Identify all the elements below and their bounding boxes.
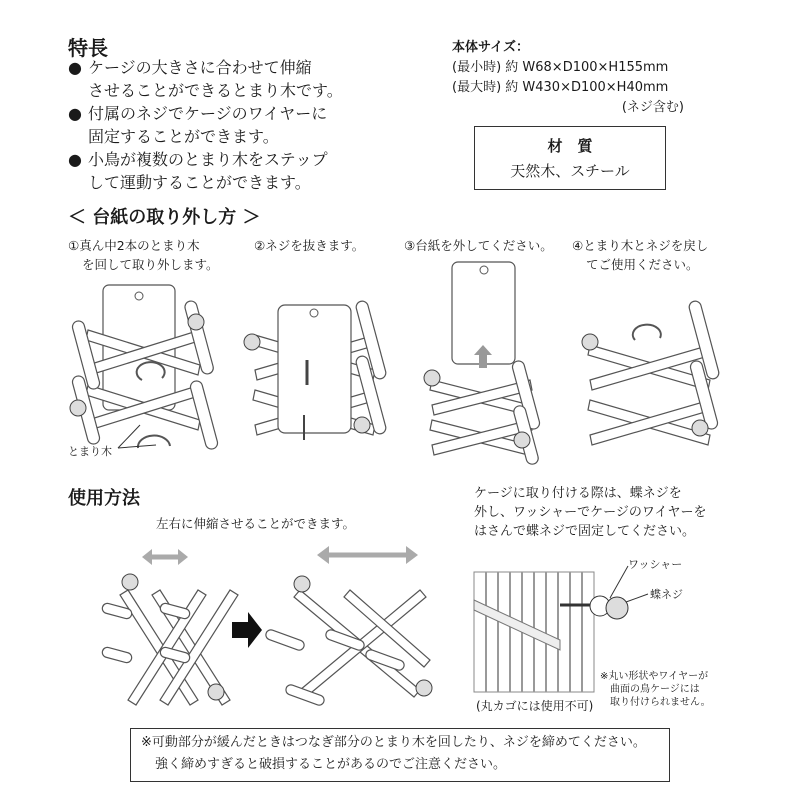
wing-nut-icon	[692, 420, 708, 436]
feature-text: ケージの大きさに合わせて伸縮	[88, 58, 312, 77]
wing-nut-icon	[416, 680, 432, 696]
wing-nut-icon	[70, 400, 86, 416]
usage-title: 使用方法	[68, 488, 140, 509]
feature-text: して運動することができます。	[88, 173, 311, 192]
right-arrow-icon	[232, 612, 262, 648]
wing-nut-icon	[582, 334, 598, 350]
step-text: ②ネジを抜きます。	[254, 238, 365, 253]
washer-label: ワッシャー	[628, 558, 683, 571]
bullet-icon: ●	[68, 104, 82, 123]
warn-text: 曲面の鳥ケージには	[610, 684, 700, 695]
leader-line	[610, 566, 628, 598]
rotate-arrow-icon	[633, 325, 661, 340]
step-1-illustration	[70, 285, 219, 450]
wing-nut-icon	[188, 314, 204, 330]
step-text: を回して取り外します。	[82, 257, 219, 272]
usage-extended-illustration	[264, 546, 432, 707]
attach-text: 外し、ワッシャーでケージのワイヤーを	[474, 505, 707, 520]
wing-nut-icon	[354, 417, 370, 433]
hole-icon	[480, 266, 488, 274]
spec-max: (最大時) 約 W430×D100×H40mm	[452, 80, 669, 95]
warn-text: ※丸い形状やワイヤーが	[600, 671, 709, 682]
wing-nut-icon	[606, 597, 628, 619]
bullet-icon: ●	[68, 150, 82, 169]
warn-text: 取り付けられません。	[610, 697, 711, 708]
bullet-icon: ●	[68, 58, 82, 77]
notice-line-2: 強く締めすぎると破損することがあるのでご注意ください。	[155, 757, 507, 772]
step-text: てご使用ください。	[586, 257, 699, 272]
hole-icon	[135, 292, 143, 300]
spec-min: (最小時) 約 W68×D100×H155mm	[452, 60, 669, 75]
stretch-caption: 左右に伸縮させることができます。	[156, 516, 356, 531]
feature-text: させることができるとまり木です。	[88, 81, 343, 100]
leader-line	[118, 425, 140, 448]
step-4-illustration	[582, 300, 720, 445]
attach-text: はさんで蝶ネジで固定してください。	[474, 524, 696, 539]
notice-line-1: ※可動部分が緩んだときはつなぎ部分のとまり木を回したり、ネジを締めてください。	[141, 735, 646, 750]
feature-text: 小鳥が複数のとまり木をステップ	[88, 150, 328, 169]
step-2-illustration	[244, 300, 387, 440]
material-value: 天然木、スチール	[510, 162, 630, 180]
leader-line	[626, 594, 648, 602]
hole-icon	[310, 309, 318, 317]
wing-nut-icon	[294, 576, 310, 592]
wing-nut-icon	[424, 370, 440, 386]
feature-text: 固定することができます。	[88, 127, 279, 146]
wing-nut-icon	[514, 432, 530, 448]
perch-label: とまり木	[68, 445, 112, 458]
removal-title: ＜ 台紙の取り外し方 ＞	[68, 207, 261, 228]
step-3-illustration	[424, 262, 541, 466]
wing-nut-icon	[122, 574, 138, 590]
feature-text: 付属のネジでケージのワイヤーに	[88, 104, 328, 123]
round-cage-note: (丸カゴには使用不可)	[476, 699, 594, 713]
step-text: ④とまり木とネジを戻し	[572, 238, 709, 253]
features-title: 特長	[68, 36, 108, 60]
step-text: ③台紙を外してください。	[404, 238, 553, 253]
wingnut-label: 蝶ネジ	[650, 588, 683, 601]
backing-board	[278, 305, 351, 433]
step-text: ①真ん中2本のとまり木	[68, 238, 200, 253]
attach-text: ケージに取り付ける際は、蝶ネジを	[474, 486, 682, 501]
material-title: 材 質	[547, 137, 593, 155]
scissor-frame	[430, 360, 541, 466]
wing-nut-icon	[208, 684, 224, 700]
spec-note: (ネジ含む)	[621, 100, 684, 115]
wing-nut-icon	[244, 334, 260, 350]
usage-compact-illustration	[101, 549, 238, 705]
scissor-frame	[264, 590, 430, 707]
spec-title: 本体サイズ：	[452, 40, 529, 55]
cage-attach-illustration	[474, 566, 648, 692]
